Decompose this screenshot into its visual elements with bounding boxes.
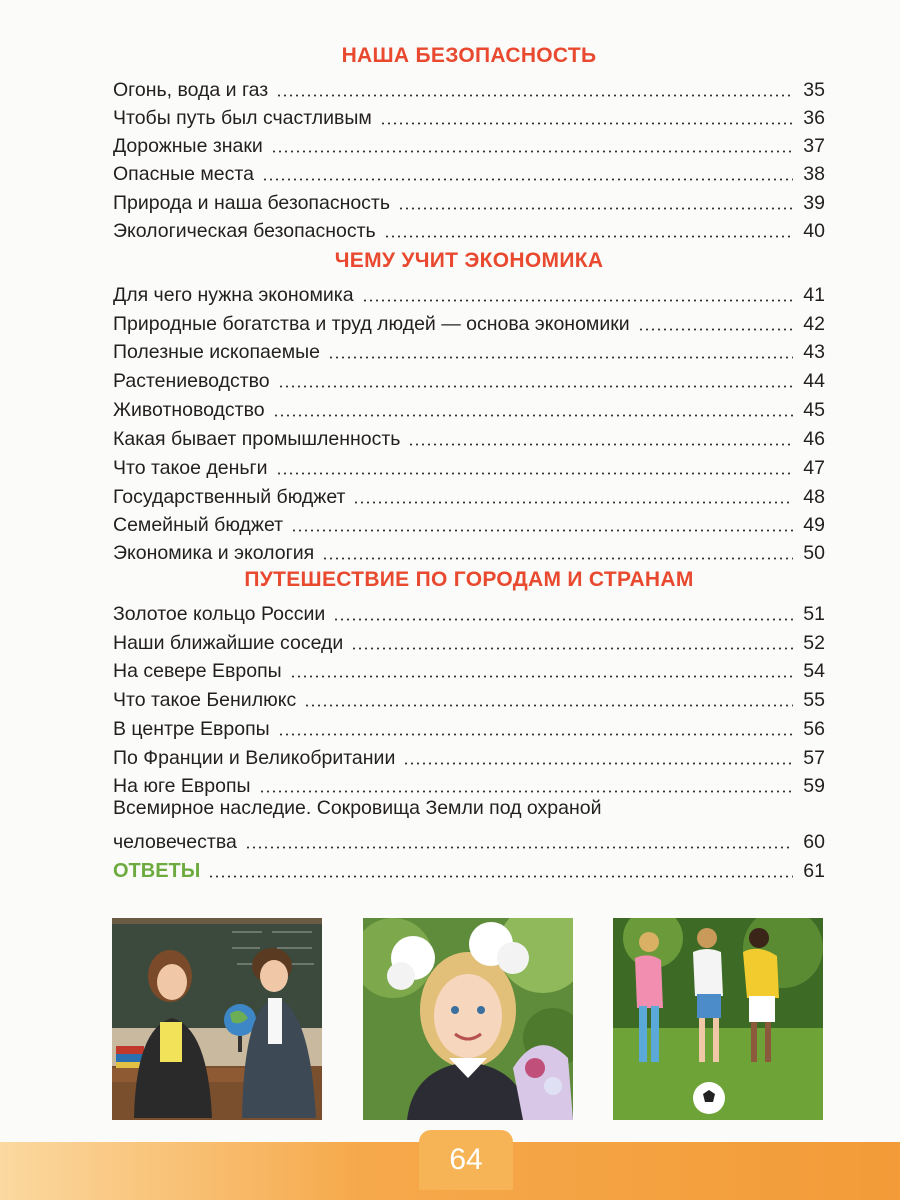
leader-dots bbox=[291, 529, 793, 532]
toc-title: Что такое деньги bbox=[113, 457, 268, 479]
toc-title: В центре Европы bbox=[113, 718, 270, 740]
toc-page: 50 bbox=[803, 542, 825, 564]
toc-page: 51 bbox=[803, 603, 825, 625]
toc-title: Полезные ископаемые bbox=[113, 341, 320, 363]
toc-page: 43 bbox=[803, 341, 825, 363]
toc-page: 44 bbox=[803, 370, 825, 392]
leader-dots bbox=[403, 762, 793, 765]
toc-page: 57 bbox=[803, 747, 825, 769]
toc-row[interactable] bbox=[113, 393, 825, 421]
leader-dots bbox=[638, 328, 793, 331]
toc-title: По Франции и Великобритании bbox=[113, 747, 396, 769]
toc-row[interactable] bbox=[113, 451, 825, 479]
toc-title: Золотое кольцо России bbox=[113, 603, 326, 625]
toc-page: 60 bbox=[803, 831, 825, 853]
leader-dots bbox=[328, 356, 793, 359]
toc-page: 55 bbox=[803, 689, 825, 711]
toc-row[interactable] bbox=[113, 307, 825, 335]
leader-dots bbox=[278, 385, 793, 388]
toc-page: 35 bbox=[803, 79, 825, 101]
toc-row[interactable] bbox=[113, 73, 825, 101]
toc-row[interactable] bbox=[113, 536, 825, 564]
toc-row[interactable] bbox=[113, 654, 825, 682]
toc-title-line1[interactable]: Всемирное наследие. Сокровища Земли под охраной bbox=[113, 797, 602, 819]
toc-row[interactable] bbox=[113, 157, 825, 185]
toc-row-answers[interactable] bbox=[113, 854, 825, 882]
toc-title: человечества bbox=[113, 831, 237, 853]
toc-title: На севере Европы bbox=[113, 660, 282, 682]
leader-dots bbox=[276, 94, 793, 97]
toc-row[interactable] bbox=[113, 278, 825, 306]
toc-row[interactable] bbox=[113, 101, 825, 129]
leader-dots bbox=[384, 235, 793, 238]
leader-dots bbox=[398, 207, 793, 210]
toc-title: На юге Европы bbox=[113, 775, 251, 797]
answers-page: 61 bbox=[803, 860, 825, 882]
toc-title: Что такое Бенилюкс bbox=[113, 689, 297, 711]
toc-row[interactable] bbox=[113, 769, 825, 797]
toc-page: 52 bbox=[803, 632, 825, 654]
toc-page: 49 bbox=[803, 514, 825, 536]
leader-dots bbox=[273, 414, 793, 417]
leader-dots bbox=[278, 733, 793, 736]
toc-page: 37 bbox=[803, 135, 825, 157]
leader-dots bbox=[262, 178, 793, 181]
page-number: 64 bbox=[419, 1130, 513, 1190]
toc-row[interactable] bbox=[113, 186, 825, 214]
toc-page: 36 bbox=[803, 107, 825, 129]
leader-dots bbox=[304, 704, 793, 707]
section-title: ПУТЕШЕСТВИЕ ПО ГОРОДАМ И СТРАНАМ bbox=[244, 568, 694, 591]
toc-page: 59 bbox=[803, 775, 825, 797]
toc-row[interactable] bbox=[113, 129, 825, 157]
toc-row[interactable] bbox=[113, 364, 825, 392]
toc-row[interactable] bbox=[113, 422, 825, 450]
toc-title: Животноводство bbox=[113, 399, 265, 421]
toc-page: 48 bbox=[803, 486, 825, 508]
leader-dots bbox=[380, 122, 793, 125]
toc-title: Экономика и экология bbox=[113, 542, 315, 564]
toc-row[interactable] bbox=[113, 741, 825, 769]
photo-schoolgirl bbox=[363, 918, 573, 1120]
toc-title: Государственный бюджет bbox=[113, 486, 346, 508]
answers-title: ОТВЕТЫ bbox=[113, 860, 201, 882]
toc-title: Наши ближайшие соседи bbox=[113, 632, 344, 654]
toc-row[interactable] bbox=[113, 335, 825, 363]
leader-dots bbox=[259, 790, 793, 793]
leader-dots bbox=[351, 647, 793, 650]
leader-dots bbox=[333, 618, 793, 621]
leader-dots bbox=[353, 501, 793, 504]
toc-title: Какая бывает промышленность bbox=[113, 428, 401, 450]
toc-page: 39 bbox=[803, 192, 825, 214]
toc-row[interactable] bbox=[113, 825, 825, 853]
toc-row[interactable] bbox=[113, 683, 825, 711]
toc-row[interactable] bbox=[113, 508, 825, 536]
toc-page: 46 bbox=[803, 428, 825, 450]
toc-row[interactable] bbox=[113, 597, 825, 625]
leader-dots bbox=[362, 299, 793, 302]
toc-row[interactable] bbox=[113, 626, 825, 654]
toc-title: Дорожные знаки bbox=[113, 135, 263, 157]
toc-page: 42 bbox=[803, 313, 825, 335]
toc-title: Семейный бюджет bbox=[113, 514, 284, 536]
toc-title: Природа и наша безопасность bbox=[113, 192, 391, 214]
section-title: ЧЕМУ УЧИТ ЭКОНОМИКА bbox=[334, 249, 604, 272]
toc-page: 54 bbox=[803, 660, 825, 682]
leader-dots bbox=[290, 675, 793, 678]
toc-title: Для чего нужна экономика bbox=[113, 284, 354, 306]
toc-title: Экологическая безопасность bbox=[113, 220, 376, 242]
toc-page: 45 bbox=[803, 399, 825, 421]
leader-dots bbox=[276, 472, 793, 475]
toc-page: 56 bbox=[803, 718, 825, 740]
toc-page: 38 bbox=[803, 163, 825, 185]
toc-title: Природные богатства и труд людей — основа экономики bbox=[113, 313, 630, 335]
leader-dots bbox=[408, 443, 793, 446]
toc-title: Огонь, вода и газ bbox=[113, 79, 269, 101]
toc-page: 40 bbox=[803, 220, 825, 242]
toc-row[interactable] bbox=[113, 214, 825, 242]
toc-row[interactable] bbox=[113, 480, 825, 508]
toc-title: Чтобы путь был счастливым bbox=[113, 107, 372, 129]
photo-children-football bbox=[613, 918, 823, 1120]
toc-title: Растениеводство bbox=[113, 370, 270, 392]
toc-page: 41 bbox=[803, 284, 825, 306]
section-title: НАША БЕЗОПАСНОСТЬ bbox=[341, 44, 597, 67]
photo-teacher-globe bbox=[112, 918, 322, 1120]
toc-title: Опасные места bbox=[113, 163, 254, 185]
leader-dots bbox=[271, 150, 793, 153]
leader-dots bbox=[208, 875, 793, 878]
leader-dots bbox=[322, 557, 793, 560]
toc-row[interactable] bbox=[113, 712, 825, 740]
toc-page: 47 bbox=[803, 457, 825, 479]
leader-dots bbox=[245, 846, 793, 849]
